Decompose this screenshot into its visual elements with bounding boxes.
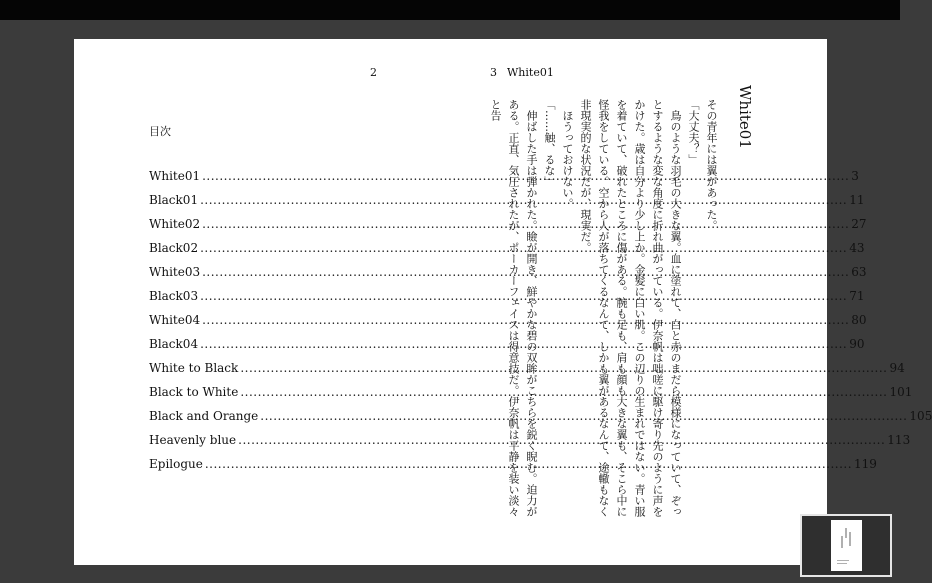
thumbnail-mark [837,560,849,561]
toc-item[interactable] [149,241,865,265]
toc-item-page: 43 [849,241,865,255]
page-number-left: 2 [370,66,377,79]
toc-item-page: 3 [851,169,859,183]
paragraph: 鳥のような羽毛の大きな翼。血に塗れて、白と赤のまだら模様になっていて、ぞっとするような変な角度に折れ曲がっている。伊奈帆は咄嗟に駆け寄り先のように声をかけた。歳は自分より少し上か。金髪に白い肌。この辺りの生まれではない。青い服を着ていて、破れたところに傷がある。腕も足も、肩も顔も大きな翼も、そこら中に怪我をしている。空から人が落ちてくるなんて、しかも翼があるなんて、途轍もなく非現実的な状況だが、現実だ。 [579,99,682,517]
toc-item-page: 27 [851,217,867,231]
thumbnail-mark [837,563,847,564]
toc-item[interactable] [149,337,865,361]
thumbnail-mark [845,528,847,538]
toc-item-title: Epilogue [149,457,203,471]
toc-item[interactable] [149,169,859,193]
toc-item-title: Black04 [149,337,199,351]
toc-title: 目次 [149,125,171,138]
toc-item[interactable] [149,265,867,289]
toc-item-page: 11 [849,193,865,207]
toc-item[interactable] [149,193,865,217]
toc-item[interactable] [149,217,867,241]
thumbnail-mark [849,532,851,546]
chapter-title: White01 [736,85,754,149]
page-thumbnail-navigator[interactable] [800,514,892,577]
toc-item-page: 94 [889,361,905,375]
toc-item-page: 90 [849,337,865,351]
toc-item-title: White04 [149,313,201,327]
page-number-right: 3 [490,66,497,79]
toc-item-page: 113 [887,433,911,447]
toc-item-title: Heavenly blue [149,433,237,447]
paragraph: ほうっておけない。 [561,99,574,209]
book-spread [74,39,932,565]
toc-item-title: Black to White [149,385,239,399]
toc-item-title: White01 [149,169,201,183]
toc-item-page: 101 [889,385,913,399]
toc-item-page: 71 [849,289,865,303]
toc-item-title: Black and Orange [149,409,259,423]
toc-item[interactable] [149,313,867,337]
paragraph: その青年には翼があった。 [705,99,718,231]
running-header-title: White01 [507,66,554,79]
toc-item[interactable] [149,457,877,481]
toc-item-title: White03 [149,265,201,279]
top-bar [0,0,900,20]
paragraph: 「大丈夫？」 [687,99,700,165]
toc-item-title: White to Black [149,361,239,375]
body-text [489,99,720,519]
toc-item[interactable] [149,409,932,433]
paragraph: 伸ばした手は弾かれた。瞼が開き、鮮やかな碧の双眸がこちらを鋭く睨む。迫力がある。正直、気圧されたが、ポーカーフェイスは得意技だ。伊奈帆は平静を装い淡々と告 [489,99,538,517]
toc-item-page: 105 [909,409,932,423]
toc-item-page: 119 [854,457,877,471]
toc-item[interactable] [149,361,905,385]
toc-item-title: Black03 [149,289,199,303]
toc-item[interactable] [149,433,911,457]
toc-item-page: 63 [851,265,867,279]
toc-item-page: 80 [851,313,867,327]
paragraph: 「……触、るな」 [543,99,556,187]
toc-item[interactable] [149,289,865,313]
thumbnail-page-preview[interactable] [831,520,862,571]
thumbnail-mark [841,536,843,548]
toc-item-title: Black02 [149,241,199,255]
toc-item-title: White02 [149,217,201,231]
toc-item-title: Black01 [149,193,199,207]
toc-item[interactable] [149,385,913,409]
